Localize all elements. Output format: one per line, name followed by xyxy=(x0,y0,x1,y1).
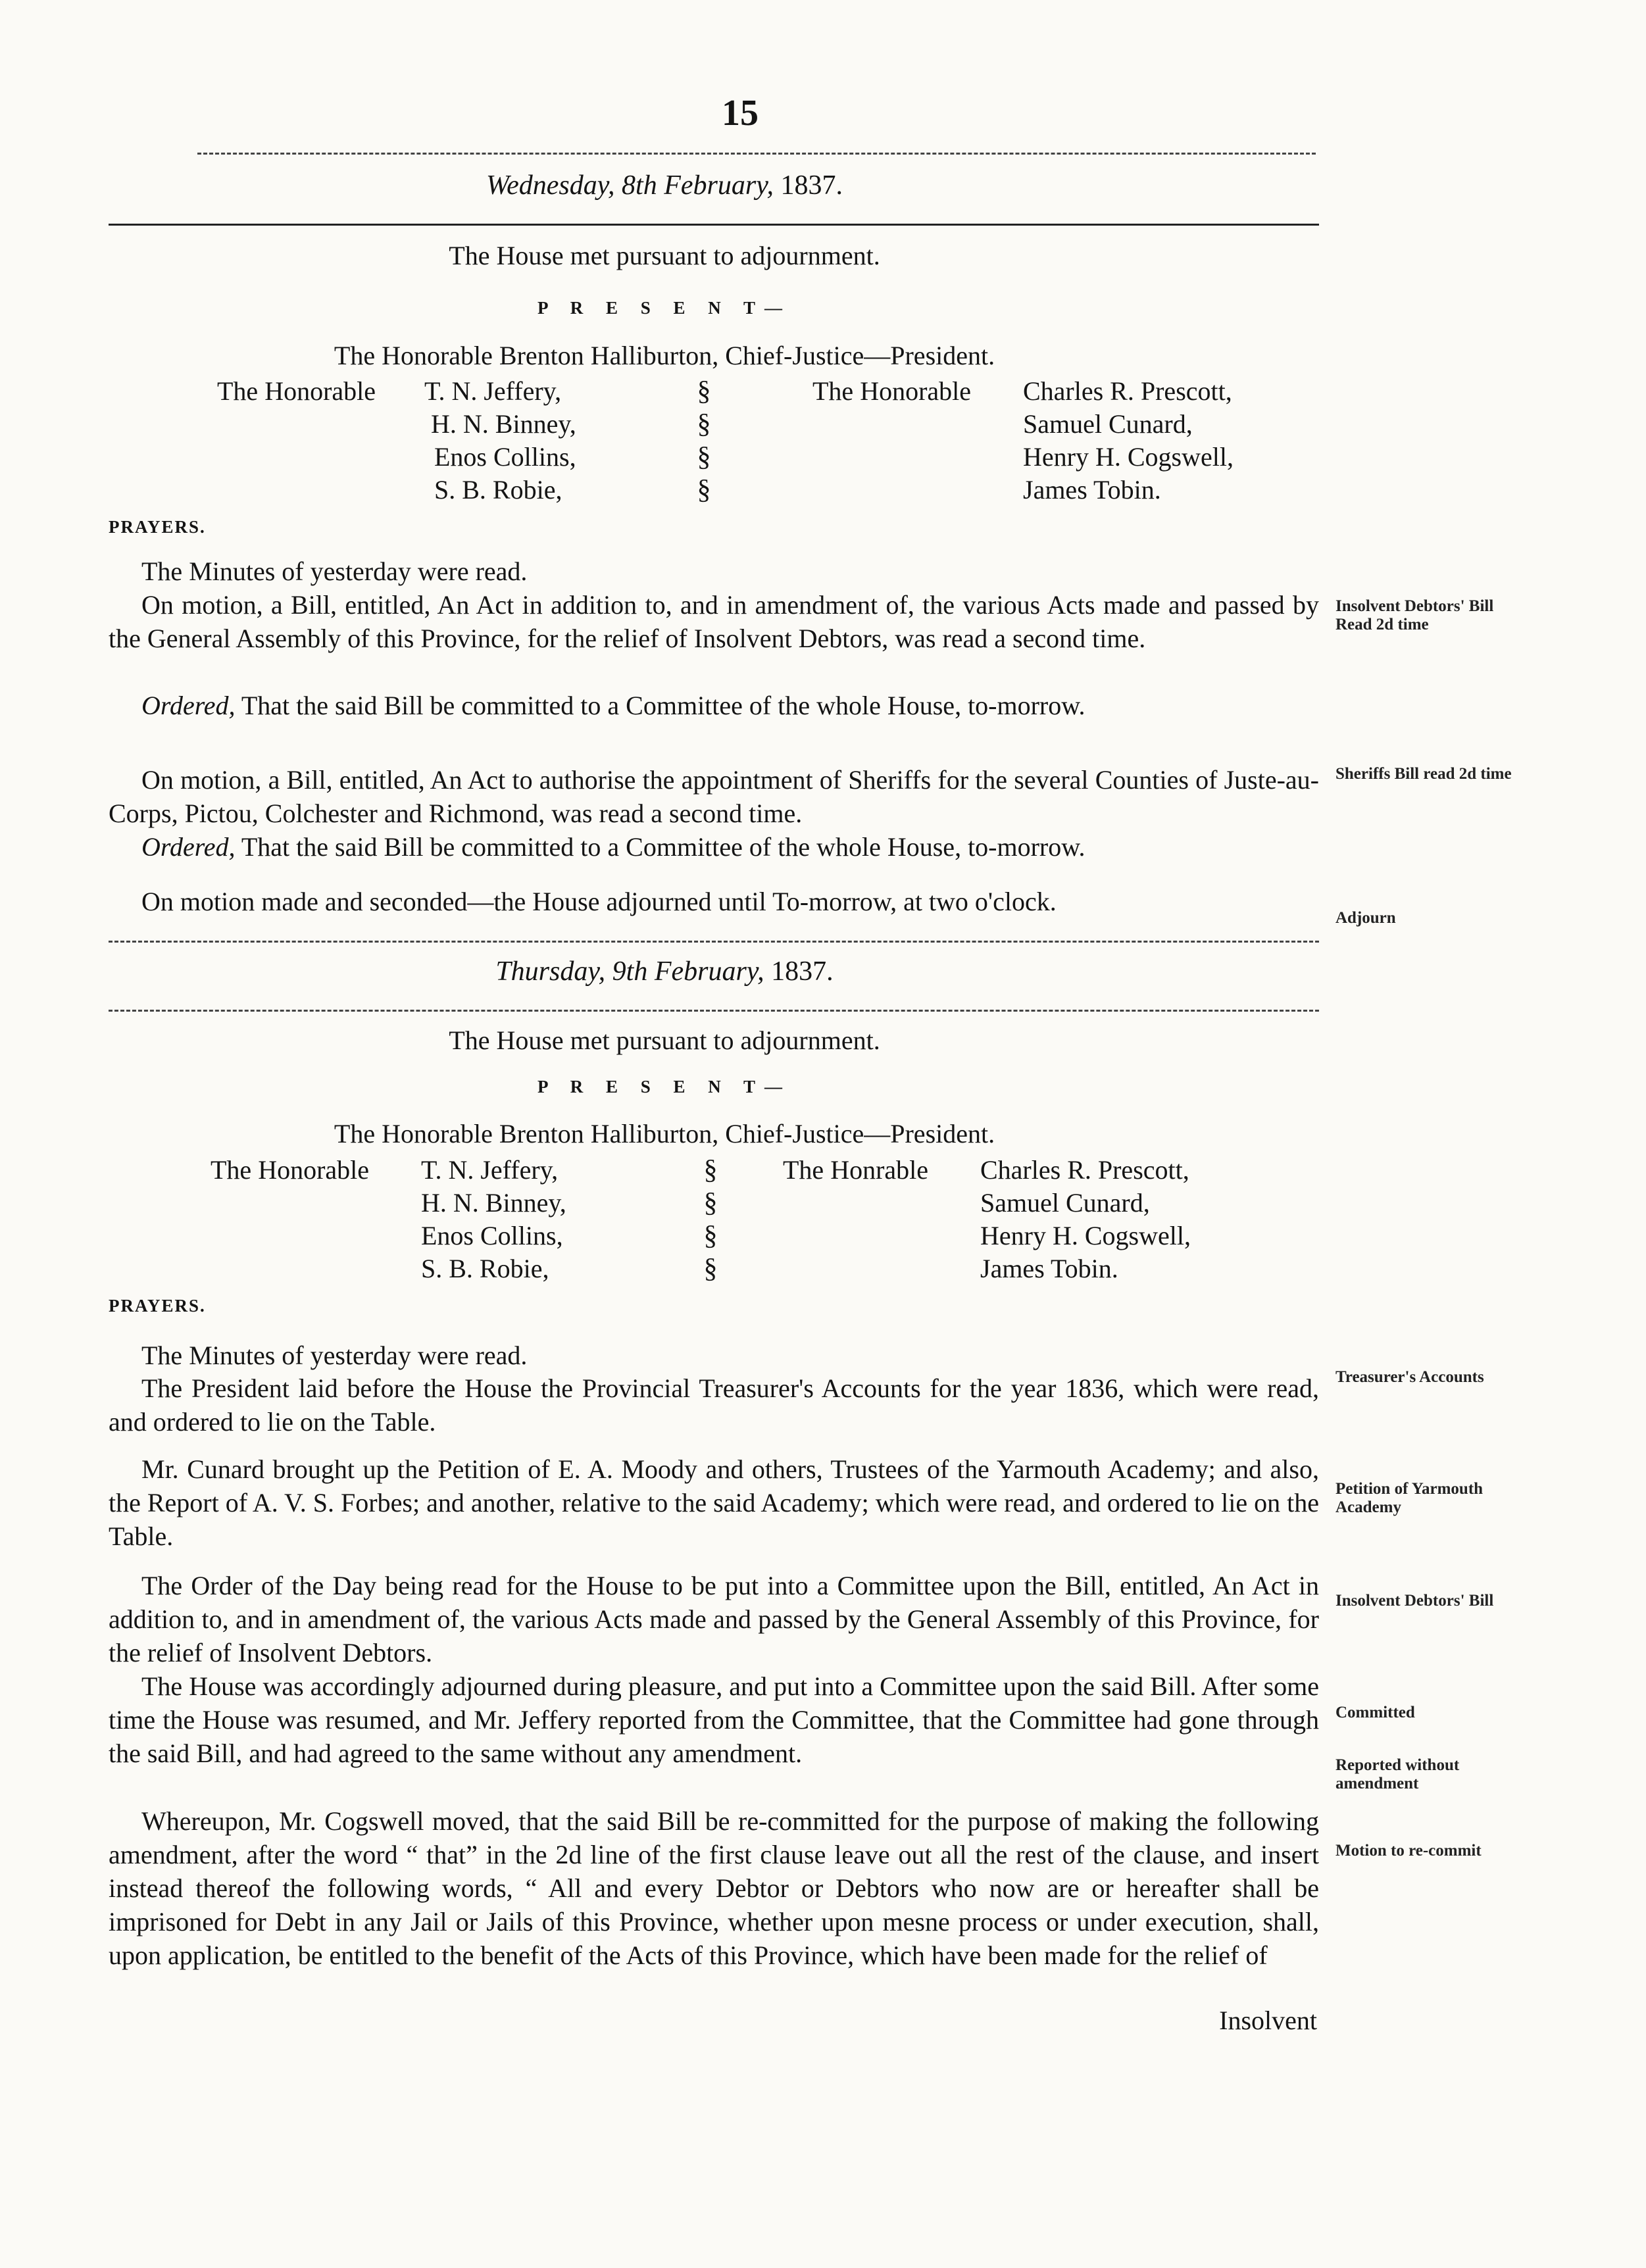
paragraph: On motion, a Bill, entitled, An Act to authorise the appointment of Sheriffs for the several Counties of Juste-au-Corps, Pictou, Colchester and Richmond, was read a second time. xyxy=(109,765,1319,828)
prayers-label-day2: PRAYERS. xyxy=(109,1296,206,1316)
met-line-day1: The House met pursuant to adjournment. xyxy=(449,241,880,270)
paragraph: Mr. Cunard brought up the Petition of E. A. Moody and others, Trustees of the Yarmouth Academy; and also, the Report of A. V. S. Forbes; and another, relative to the said Academy; which were read, and ordered to lie on the Table. xyxy=(109,1454,1319,1551)
date-year: 1837. xyxy=(771,956,834,987)
member-left: H. N. Binney, xyxy=(431,409,576,439)
section-mark: § xyxy=(703,1254,718,1284)
member-right: Samuel Cunard, xyxy=(1023,409,1193,439)
page-number: 15 xyxy=(722,93,759,134)
margin-note: Petition of Yarmouth Academy xyxy=(1335,1480,1484,1516)
section-mark: § xyxy=(697,376,711,407)
section-mark: § xyxy=(697,475,711,505)
member-left: Enos Collins, xyxy=(434,442,576,472)
member-right: Samuel Cunard, xyxy=(980,1188,1150,1218)
member-left: T. N. Jeffery, xyxy=(421,1155,559,1185)
date-text: Thursday, 9th February, xyxy=(495,956,764,987)
prayers-label-day1: PRAYERS. xyxy=(109,517,206,537)
margin-note: Adjourn xyxy=(1335,909,1396,927)
president-line-day1: The Honorable Brenton Halliburton, Chief-Justice—President. xyxy=(334,341,995,370)
section-mark: § xyxy=(703,1188,718,1218)
paragraph: The House was accordingly adjourned during pleasure, and put into a Committee upon the said Bill. After some time the House was resumed, and Mr. Jeffery reported from the Committee, that the Committee had gone through the said Bill, and had agreed to the same without any amendment. xyxy=(109,1671,1319,1768)
present-label-day2: P R E S E N T— xyxy=(537,1077,792,1097)
member-right: Charles R. Prescott, xyxy=(980,1155,1189,1185)
margin-note: Insolvent Debtors' Bill Read 2d time xyxy=(1335,597,1494,633)
divider xyxy=(109,941,1319,943)
paragraph: Ordered, That the said Bill be committed to a Committee of the whole House, to-morrow. xyxy=(141,691,1085,720)
member-left: Enos Collins, xyxy=(421,1221,563,1250)
margin-note: Treasurer's Accounts xyxy=(1335,1368,1484,1386)
paragraph: The Order of the Day being read for the House to be put into a Committee upon the Bill, entitled, An Act in addition to, and in amendment of, the various Acts made and passed by the General Assembly of this Province, for the relief of Insolvent Debtors. xyxy=(109,1571,1319,1667)
paragraph: Whereupon, Mr. Cogswell moved, that the said Bill be re-committed for the purpose of making the following amendment, after the word “ that” in the 2d line of the first clause leave out all the rest of the clause, and insert instead thereof the following words, “ All and every Debtor or Debtors who now are or hereafter shall be imprisoned for Debt in any Jail or Jails of this Province, whether upon mesne process or under execution, shall, upon application, be entitled to the benefit of the Acts of this Province, which have been made for the relief of xyxy=(109,1806,1319,1970)
met-line-day2: The House met pursuant to adjournment. xyxy=(449,1025,880,1055)
paragraph: The Minutes of yesterday were read. xyxy=(141,1341,528,1370)
member-left: S. B. Robie, xyxy=(434,475,562,505)
section-mark: § xyxy=(697,442,711,472)
date-heading-day1 xyxy=(0,170,1329,201)
member-right: Henry H. Cogswell, xyxy=(1023,442,1234,472)
paragraph: On motion made and seconded—the House adjourned until To-morrow, at two o'clock. xyxy=(141,887,1057,916)
president-line-day2: The Honorable Brenton Halliburton, Chief-Justice—President. xyxy=(334,1119,995,1148)
right-title-day1: The Honorable xyxy=(812,376,972,406)
member-right: Henry H. Cogswell, xyxy=(980,1221,1191,1250)
paragraph: The Minutes of yesterday were read. xyxy=(141,556,528,586)
divider xyxy=(197,153,1316,155)
margin-note: Insolvent Debtors' Bill xyxy=(1335,1592,1494,1610)
left-title-day1: The Honorable xyxy=(217,376,376,406)
section-mark: § xyxy=(703,1155,718,1185)
member-left: S. B. Robie, xyxy=(421,1254,549,1283)
member-left: H. N. Binney, xyxy=(421,1188,566,1218)
left-title-day2: The Honorable xyxy=(211,1155,370,1185)
paragraph: The President laid before the House the Provincial Treasurer's Accounts for the year 1836, which were read, and ordered to lie on the Table. xyxy=(109,1373,1319,1437)
date-year: 1837. xyxy=(780,170,843,201)
member-right: James Tobin. xyxy=(1023,475,1161,505)
present-label-day1: P R E S E N T— xyxy=(537,298,792,318)
divider xyxy=(109,1010,1319,1012)
member-right: James Tobin. xyxy=(980,1254,1118,1283)
paragraph: Ordered, That the said Bill be committed to a Committee of the whole House, to-morrow. xyxy=(141,832,1085,862)
section-mark: § xyxy=(703,1221,718,1251)
paragraph: On motion, a Bill, entitled, An Act in addition to, and in amendment of, the various Acts made and passed by the General Assembly of this Province, for the relief of Insolvent Debtors, was read a second time. xyxy=(109,590,1319,653)
member-left: T. N. Jeffery, xyxy=(424,376,562,406)
catchword: Insolvent xyxy=(1219,2006,1317,2035)
right-title-day2: The Honrable xyxy=(783,1155,929,1185)
margin-note: Motion to re-commit xyxy=(1335,1842,1482,1860)
divider xyxy=(109,224,1319,226)
margin-note: Committed xyxy=(1335,1704,1415,1721)
section-mark: § xyxy=(697,409,711,439)
date-heading-day2 xyxy=(0,956,1329,987)
margin-note: Sheriffs Bill read 2d time xyxy=(1335,765,1512,783)
margin-note: Reported without amendment xyxy=(1335,1756,1460,1792)
member-right: Charles R. Prescott, xyxy=(1023,376,1232,406)
date-text: Wednesday, 8th February, xyxy=(486,170,774,201)
